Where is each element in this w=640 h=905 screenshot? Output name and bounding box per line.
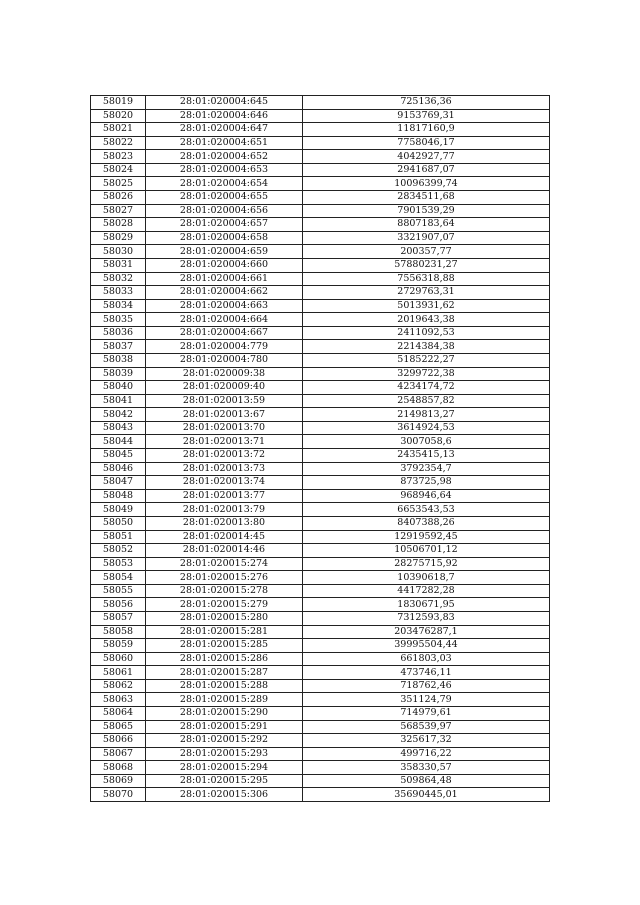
cadastral-number-cell: 28:01:020013:77 [146, 489, 303, 503]
cadastral-value-cell: 7901539,29 [303, 204, 550, 218]
cadastral-value-cell: 8807183,64 [303, 218, 550, 232]
table-row [91, 734, 550, 748]
row-number-cell: 58067 [91, 747, 146, 761]
table-row [91, 367, 550, 381]
cadastral-number-cell: 28:01:020004:657 [146, 218, 303, 232]
row-number-cell: 58051 [91, 530, 146, 544]
table-row [91, 136, 550, 150]
cadastral-value-cell: 473746,11 [303, 666, 550, 680]
cadastral-number-cell: 28:01:020004:645 [146, 96, 303, 110]
cadastral-number-cell: 28:01:020009:40 [146, 381, 303, 395]
row-number-cell: 58044 [91, 435, 146, 449]
cadastral-number-cell: 28:01:020015:280 [146, 611, 303, 625]
table-row [91, 286, 550, 300]
cadastral-number-cell: 28:01:020013:74 [146, 476, 303, 490]
table-row [91, 313, 550, 327]
table-row [91, 299, 550, 313]
cadastral-value-cell: 3321907,07 [303, 231, 550, 245]
cadastral-value-cell: 4234174,72 [303, 381, 550, 395]
row-number-cell: 58022 [91, 136, 146, 150]
table-row [91, 544, 550, 558]
cadastral-number-cell: 28:01:020004:658 [146, 231, 303, 245]
table-body [91, 96, 550, 802]
table-row [91, 530, 550, 544]
row-number-cell: 58052 [91, 544, 146, 558]
table-row [91, 503, 550, 517]
cadastral-value-cell: 2149813,27 [303, 408, 550, 422]
table-row [91, 204, 550, 218]
table-row [91, 652, 550, 666]
cadastral-number-cell: 28:01:020013:70 [146, 421, 303, 435]
cadastral-value-cell: 3614924,53 [303, 421, 550, 435]
table-row [91, 679, 550, 693]
table-row [91, 720, 550, 734]
table-row [91, 747, 550, 761]
table-row [91, 381, 550, 395]
cadastral-value-cell: 39995504,44 [303, 639, 550, 653]
table-row [91, 462, 550, 476]
row-number-cell: 58025 [91, 177, 146, 191]
cadastral-number-cell: 28:01:020015:306 [146, 788, 303, 802]
cadastral-value-cell: 2548857,82 [303, 394, 550, 408]
cadastral-number-cell: 28:01:020015:294 [146, 761, 303, 775]
cadastral-number-cell: 28:01:020015:278 [146, 584, 303, 598]
row-number-cell: 58058 [91, 625, 146, 639]
cadastral-value-cell: 57880231,27 [303, 258, 550, 272]
cadastral-number-cell: 28:01:020004:654 [146, 177, 303, 191]
cadastral-number-cell: 28:01:020015:295 [146, 774, 303, 788]
table-row [91, 218, 550, 232]
cadastral-number-cell: 28:01:020015:289 [146, 693, 303, 707]
cadastral-number-cell: 28:01:020013:59 [146, 394, 303, 408]
cadastral-number-cell: 28:01:020004:667 [146, 326, 303, 340]
cadastral-value-cell: 7556318,88 [303, 272, 550, 286]
table-row [91, 707, 550, 721]
row-number-cell: 58030 [91, 245, 146, 259]
cadastral-value-cell: 1830671,95 [303, 598, 550, 612]
table-row [91, 625, 550, 639]
table-row [91, 476, 550, 490]
row-number-cell: 58033 [91, 286, 146, 300]
cadastral-value-cell: 6653543,53 [303, 503, 550, 517]
table-row [91, 96, 550, 110]
row-number-cell: 58066 [91, 734, 146, 748]
table-row [91, 449, 550, 463]
cadastral-number-cell: 28:01:020004:647 [146, 123, 303, 137]
row-number-cell: 58039 [91, 367, 146, 381]
cadastral-value-cell: 10096399,74 [303, 177, 550, 191]
row-number-cell: 58064 [91, 707, 146, 721]
row-number-cell: 58043 [91, 421, 146, 435]
cadastral-value-cell: 35690445,01 [303, 788, 550, 802]
row-number-cell: 58038 [91, 353, 146, 367]
cadastral-value-cell: 3007058,6 [303, 435, 550, 449]
cadastral-number-cell: 28:01:020004:651 [146, 136, 303, 150]
table-row [91, 435, 550, 449]
row-number-cell: 58050 [91, 516, 146, 530]
row-number-cell: 58056 [91, 598, 146, 612]
table-row [91, 557, 550, 571]
table-row [91, 666, 550, 680]
cadastral-value-cell: 325617,32 [303, 734, 550, 748]
table-row [91, 177, 550, 191]
cadastral-number-cell: 28:01:020014:45 [146, 530, 303, 544]
cadastral-value-cell: 725136,36 [303, 96, 550, 110]
cadastral-value-cell: 9153769,31 [303, 109, 550, 123]
table-row [91, 272, 550, 286]
cadastral-value-cell: 718762,46 [303, 679, 550, 693]
row-number-cell: 58068 [91, 761, 146, 775]
cadastral-number-cell: 28:01:020015:292 [146, 734, 303, 748]
cadastral-value-cell: 5013931,62 [303, 299, 550, 313]
cadastral-value-cell: 3299722,38 [303, 367, 550, 381]
cadastral-number-cell: 28:01:020004:655 [146, 191, 303, 205]
cadastral-value-cell: 8407388,26 [303, 516, 550, 530]
cadastral-value-cell: 200357,77 [303, 245, 550, 259]
table-row [91, 489, 550, 503]
row-number-cell: 58019 [91, 96, 146, 110]
row-number-cell: 58061 [91, 666, 146, 680]
row-number-cell: 58048 [91, 489, 146, 503]
table-row [91, 584, 550, 598]
table-row [91, 353, 550, 367]
table-row [91, 611, 550, 625]
cadastral-value-cell: 10506701,12 [303, 544, 550, 558]
row-number-cell: 58059 [91, 639, 146, 653]
cadastral-value-cell: 968946,64 [303, 489, 550, 503]
table-row [91, 231, 550, 245]
table-row [91, 163, 550, 177]
row-number-cell: 58035 [91, 313, 146, 327]
cadastral-value-cell: 509864,48 [303, 774, 550, 788]
cadastral-number-cell: 28:01:020004:659 [146, 245, 303, 259]
table-row [91, 774, 550, 788]
cadastral-value-cell: 499716,22 [303, 747, 550, 761]
row-number-cell: 58049 [91, 503, 146, 517]
cadastral-value-cell: 28275715,92 [303, 557, 550, 571]
row-number-cell: 58036 [91, 326, 146, 340]
row-number-cell: 58028 [91, 218, 146, 232]
cadastral-number-cell: 28:01:020015:290 [146, 707, 303, 721]
table-row [91, 109, 550, 123]
row-number-cell: 58023 [91, 150, 146, 164]
row-number-cell: 58034 [91, 299, 146, 313]
table-row [91, 788, 550, 802]
cadastral-value-cell: 2214384,38 [303, 340, 550, 354]
table-row [91, 571, 550, 585]
table-row [91, 761, 550, 775]
cadastral-number-cell: 28:01:020015:276 [146, 571, 303, 585]
row-number-cell: 58055 [91, 584, 146, 598]
cadastral-number-cell: 28:01:020004:664 [146, 313, 303, 327]
cadastral-number-cell: 28:01:020004:656 [146, 204, 303, 218]
cadastral-number-cell: 28:01:020015:274 [146, 557, 303, 571]
cadastral-number-cell: 28:01:020013:67 [146, 408, 303, 422]
cadastral-number-cell: 28:01:020004:661 [146, 272, 303, 286]
row-number-cell: 58065 [91, 720, 146, 734]
cadastral-value-cell: 203476287,1 [303, 625, 550, 639]
cadastral-number-cell: 28:01:020004:662 [146, 286, 303, 300]
cadastral-number-cell: 28:01:020015:285 [146, 639, 303, 653]
cadastral-value-cell: 2019643,38 [303, 313, 550, 327]
cadastral-value-cell: 7312593,83 [303, 611, 550, 625]
table-row [91, 408, 550, 422]
row-number-cell: 58031 [91, 258, 146, 272]
cadastral-number-cell: 28:01:020015:281 [146, 625, 303, 639]
row-number-cell: 58070 [91, 788, 146, 802]
table-row [91, 516, 550, 530]
cadastral-value-cell: 2729763,31 [303, 286, 550, 300]
cadastral-number-cell: 28:01:020015:279 [146, 598, 303, 612]
cadastral-value-cell: 3792354,7 [303, 462, 550, 476]
cadastral-value-table [90, 95, 550, 802]
cadastral-number-cell: 28:01:020009:38 [146, 367, 303, 381]
cadastral-number-cell: 28:01:020013:79 [146, 503, 303, 517]
cadastral-value-cell: 4042927,77 [303, 150, 550, 164]
cadastral-number-cell: 28:01:020015:293 [146, 747, 303, 761]
cadastral-value-cell: 661803,03 [303, 652, 550, 666]
row-number-cell: 58042 [91, 408, 146, 422]
row-number-cell: 58046 [91, 462, 146, 476]
table-row [91, 123, 550, 137]
cadastral-value-cell: 358330,57 [303, 761, 550, 775]
table-row [91, 326, 550, 340]
row-number-cell: 58053 [91, 557, 146, 571]
row-number-cell: 58060 [91, 652, 146, 666]
row-number-cell: 58040 [91, 381, 146, 395]
cadastral-number-cell: 28:01:020013:80 [146, 516, 303, 530]
cadastral-value-cell: 568539,97 [303, 720, 550, 734]
cadastral-number-cell: 28:01:020015:288 [146, 679, 303, 693]
row-number-cell: 58054 [91, 571, 146, 585]
row-number-cell: 58020 [91, 109, 146, 123]
cadastral-value-cell: 2941687,07 [303, 163, 550, 177]
cadastral-value-cell: 2834511,68 [303, 191, 550, 205]
row-number-cell: 58037 [91, 340, 146, 354]
table-row [91, 598, 550, 612]
cadastral-value-cell: 7758046,17 [303, 136, 550, 150]
table-row [91, 421, 550, 435]
cadastral-number-cell: 28:01:020013:73 [146, 462, 303, 476]
cadastral-value-cell: 2435415,13 [303, 449, 550, 463]
cadastral-number-cell: 28:01:020004:779 [146, 340, 303, 354]
cadastral-number-cell: 28:01:020015:291 [146, 720, 303, 734]
row-number-cell: 58029 [91, 231, 146, 245]
cadastral-number-cell: 28:01:020015:287 [146, 666, 303, 680]
cadastral-number-cell: 28:01:020004:652 [146, 150, 303, 164]
cadastral-value-cell: 2411092,53 [303, 326, 550, 340]
table-row [91, 394, 550, 408]
cadastral-number-cell: 28:01:020013:71 [146, 435, 303, 449]
row-number-cell: 58069 [91, 774, 146, 788]
cadastral-number-cell: 28:01:020004:646 [146, 109, 303, 123]
table-row [91, 191, 550, 205]
row-number-cell: 58024 [91, 163, 146, 177]
cadastral-number-cell: 28:01:020004:653 [146, 163, 303, 177]
table-row [91, 639, 550, 653]
table-row [91, 340, 550, 354]
row-number-cell: 58063 [91, 693, 146, 707]
row-number-cell: 58057 [91, 611, 146, 625]
row-number-cell: 58026 [91, 191, 146, 205]
table-row [91, 150, 550, 164]
cadastral-value-cell: 351124,79 [303, 693, 550, 707]
cadastral-value-cell: 4417282,28 [303, 584, 550, 598]
row-number-cell: 58062 [91, 679, 146, 693]
cadastral-number-cell: 28:01:020014:46 [146, 544, 303, 558]
row-number-cell: 58041 [91, 394, 146, 408]
cadastral-value-cell: 10390618,7 [303, 571, 550, 585]
row-number-cell: 58027 [91, 204, 146, 218]
row-number-cell: 58021 [91, 123, 146, 137]
cadastral-value-cell: 12919592,45 [303, 530, 550, 544]
table-row [91, 693, 550, 707]
cadastral-number-cell: 28:01:020015:286 [146, 652, 303, 666]
cadastral-value-cell: 873725,98 [303, 476, 550, 490]
cadastral-number-cell: 28:01:020013:72 [146, 449, 303, 463]
row-number-cell: 58032 [91, 272, 146, 286]
cadastral-number-cell: 28:01:020004:663 [146, 299, 303, 313]
row-number-cell: 58047 [91, 476, 146, 490]
cadastral-value-cell: 714979,61 [303, 707, 550, 721]
cadastral-value-cell: 11817160,9 [303, 123, 550, 137]
cadastral-number-cell: 28:01:020004:780 [146, 353, 303, 367]
table-row [91, 258, 550, 272]
row-number-cell: 58045 [91, 449, 146, 463]
cadastral-value-cell: 5185222,27 [303, 353, 550, 367]
table-row [91, 245, 550, 259]
cadastral-number-cell: 28:01:020004:660 [146, 258, 303, 272]
